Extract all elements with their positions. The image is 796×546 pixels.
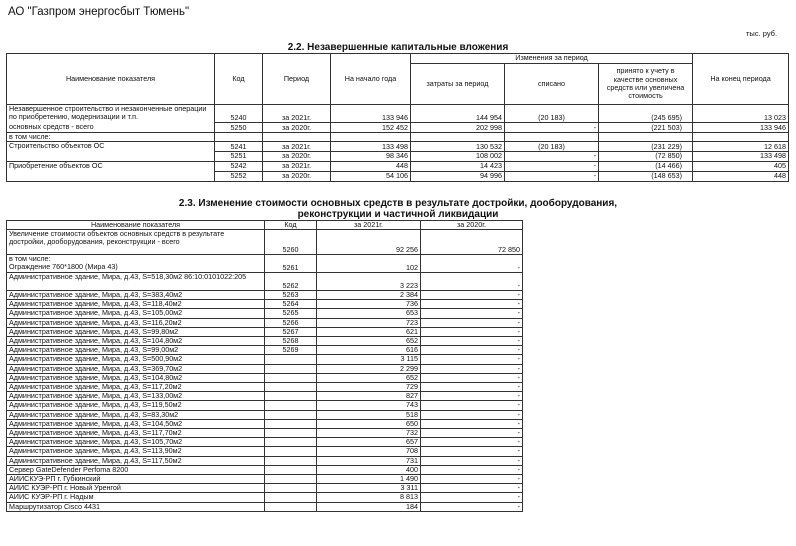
row-end: 13 023 bbox=[693, 105, 789, 123]
row-start: 133 498 bbox=[331, 142, 411, 152]
header-period: Период bbox=[263, 54, 331, 105]
row-name: в том числе: bbox=[7, 133, 215, 142]
table-row bbox=[7, 447, 523, 456]
table-row bbox=[7, 105, 789, 123]
table-row bbox=[7, 123, 789, 133]
row-code bbox=[265, 364, 317, 373]
total-name: Увеличение стоимости объектов основных средств в результате достройки, дооборудования, реконструкции - всего bbox=[7, 230, 265, 255]
header-changes: Изменения за период bbox=[411, 54, 693, 64]
row-code bbox=[265, 428, 317, 437]
row-accepted bbox=[599, 133, 693, 142]
row-2020: - bbox=[421, 318, 523, 327]
row-accepted: (231 229) bbox=[599, 142, 693, 152]
row-2021: 616 bbox=[317, 346, 421, 355]
header-costs: затраты за период bbox=[411, 64, 505, 105]
row-2020: - bbox=[421, 300, 523, 309]
row-code bbox=[265, 447, 317, 456]
row-2021: 621 bbox=[317, 327, 421, 336]
row-costs: 14 423 bbox=[411, 161, 505, 171]
row-code: 5241 bbox=[215, 142, 263, 152]
row-2020: - bbox=[421, 373, 523, 382]
row-start: 98 346 bbox=[331, 152, 411, 161]
row-start: 448 bbox=[331, 161, 411, 171]
row-2020: - bbox=[421, 382, 523, 391]
row-costs bbox=[411, 133, 505, 142]
row-code bbox=[265, 382, 317, 391]
table-row bbox=[7, 355, 523, 364]
row-name: Административное здание, Мира, д.43, S=518,30м2 86:10:0101022:205 bbox=[7, 272, 265, 290]
row-period: за 2020г. bbox=[263, 152, 331, 161]
row-name: Административное здание, Мира, д.43, S=104,80м2 bbox=[7, 336, 265, 345]
table-row bbox=[7, 152, 789, 161]
row-2020: - bbox=[421, 336, 523, 345]
row-start bbox=[331, 133, 411, 142]
row-2020: - bbox=[421, 493, 523, 502]
row-period: за 2021г. bbox=[263, 105, 331, 123]
row-code bbox=[265, 502, 317, 511]
header-code: Код bbox=[215, 54, 263, 105]
row-end: 448 bbox=[693, 171, 789, 181]
row-2021: 708 bbox=[317, 447, 421, 456]
table-row bbox=[7, 484, 523, 493]
row-period: за 2020г. bbox=[263, 123, 331, 133]
header-accepted: принято к учету в качестве основных средств или увеличена стоимость bbox=[599, 64, 693, 105]
row-end: 133 946 bbox=[693, 123, 789, 133]
table-row bbox=[7, 300, 523, 309]
row-name: Приобретение объектов ОС bbox=[7, 161, 215, 171]
row-accepted: (148 653) bbox=[599, 171, 693, 181]
table-row bbox=[7, 392, 523, 401]
row-code: 5240 bbox=[215, 105, 263, 123]
row-costs: 144 954 bbox=[411, 105, 505, 123]
row-period: за 2020г. bbox=[263, 171, 331, 181]
row-name bbox=[7, 171, 215, 181]
table-row bbox=[7, 401, 523, 410]
section-2-3-title bbox=[0, 198, 796, 220]
row-code bbox=[265, 392, 317, 401]
row-code: 5262 bbox=[265, 272, 317, 290]
row-2021: 1 490 bbox=[317, 474, 421, 483]
row-2020: - bbox=[421, 428, 523, 437]
row-name: Административное здание, Мира, д.43, S=369,70м2 bbox=[7, 364, 265, 373]
row-end: 405 bbox=[693, 161, 789, 171]
row-2021: 2 299 bbox=[317, 364, 421, 373]
row-period: за 2021г. bbox=[263, 142, 331, 152]
row-code bbox=[265, 401, 317, 410]
row-2021: 723 bbox=[317, 318, 421, 327]
row-2021: 3 311 bbox=[317, 484, 421, 493]
row-2021: 2 384 bbox=[317, 290, 421, 299]
row-written-off bbox=[505, 133, 599, 142]
row-code bbox=[215, 133, 263, 142]
total-2021: 92 256 bbox=[317, 230, 421, 255]
row-2021: 518 bbox=[317, 410, 421, 419]
row-2021: 102 bbox=[317, 263, 421, 272]
row-code bbox=[265, 355, 317, 364]
row-2020: - bbox=[421, 419, 523, 428]
row-accepted: (245 695) bbox=[599, 105, 693, 123]
row-2020: - bbox=[421, 309, 523, 318]
units-label: тыс. руб. bbox=[746, 29, 778, 38]
table-row bbox=[7, 456, 523, 465]
row-2020: - bbox=[421, 438, 523, 447]
row-written-off: - bbox=[505, 152, 599, 161]
row-name: АИИС КУЭР-РП г. Надым bbox=[7, 493, 265, 502]
row-name: Строительство объектов ОС bbox=[7, 142, 215, 152]
row-code: 5267 bbox=[265, 327, 317, 336]
section-2-3-title-line2: реконструкции и частичной ликвидации bbox=[297, 209, 499, 220]
row-code bbox=[265, 438, 317, 447]
row-2021: 3 115 bbox=[317, 355, 421, 364]
row-name: Административное здание, Мира, д.43, S=116,20м2 bbox=[7, 318, 265, 327]
table-row bbox=[7, 263, 523, 272]
table-row bbox=[7, 382, 523, 391]
row-2021: 729 bbox=[317, 382, 421, 391]
row-2021: 650 bbox=[317, 419, 421, 428]
row-code bbox=[265, 484, 317, 493]
row-code bbox=[265, 465, 317, 474]
row-2020: - bbox=[421, 364, 523, 373]
row-accepted: (72 850) bbox=[599, 152, 693, 161]
row-end bbox=[693, 133, 789, 142]
table-row bbox=[7, 272, 523, 290]
row-2021: 400 bbox=[317, 465, 421, 474]
incl-empty-cell bbox=[421, 255, 523, 264]
row-2020: - bbox=[421, 474, 523, 483]
header-2021: за 2021г. bbox=[317, 221, 421, 230]
row-2020: - bbox=[421, 465, 523, 474]
header-2020: за 2020г. bbox=[421, 221, 523, 230]
row-name: Административное здание, Мира, д.43, S=118,40м2 bbox=[7, 300, 265, 309]
row-2021: 736 bbox=[317, 300, 421, 309]
row-2021: 653 bbox=[317, 309, 421, 318]
row-name: Административное здание, Мира, д.43, S=105,00м2 bbox=[7, 309, 265, 318]
table-row bbox=[7, 474, 523, 483]
table-row-incl bbox=[7, 255, 523, 264]
row-name: Административное здание, Мира, д.43, S=119,50м2 bbox=[7, 401, 265, 410]
row-2020: - bbox=[421, 502, 523, 511]
row-2021: 743 bbox=[317, 401, 421, 410]
row-costs: 130 532 bbox=[411, 142, 505, 152]
row-start: 152 452 bbox=[331, 123, 411, 133]
table-row bbox=[7, 428, 523, 437]
section-2-3-title-line1: 2.3. Изменение стоимости основных средств в результате достройки, дооборудования, bbox=[178, 198, 618, 209]
table-row bbox=[7, 327, 523, 336]
table-row bbox=[7, 502, 523, 511]
row-name: Административное здание, Мира, д.43, S=99,80м2 bbox=[7, 327, 265, 336]
table-row bbox=[7, 161, 789, 171]
row-2020: - bbox=[421, 410, 523, 419]
incl-empty-cell bbox=[317, 255, 421, 264]
row-name: Административное здание, Мира, д.43, S=105,70м2 bbox=[7, 438, 265, 447]
table-row bbox=[7, 465, 523, 474]
table-row bbox=[7, 142, 789, 152]
total-code: 5260 bbox=[265, 230, 317, 255]
table-row bbox=[7, 290, 523, 299]
row-2020: - bbox=[421, 447, 523, 456]
row-written-off: (20 183) bbox=[505, 142, 599, 152]
row-2020: - bbox=[421, 456, 523, 465]
row-code: 5269 bbox=[265, 346, 317, 355]
row-start: 133 946 bbox=[331, 105, 411, 123]
row-period bbox=[263, 133, 331, 142]
row-2021: 8 813 bbox=[317, 493, 421, 502]
table-row bbox=[7, 373, 523, 382]
row-name: Ограждение 760*1800 (Мира 43) bbox=[7, 263, 265, 272]
row-code: 5268 bbox=[265, 336, 317, 345]
row-2020: - bbox=[421, 484, 523, 493]
row-code bbox=[265, 493, 317, 502]
row-2020: - bbox=[421, 401, 523, 410]
row-code: 5263 bbox=[265, 290, 317, 299]
row-name: Административное здание, Мира, д.43, S=117,50м2 bbox=[7, 456, 265, 465]
row-2020: - bbox=[421, 290, 523, 299]
row-written-off: - bbox=[505, 123, 599, 133]
table-row-total bbox=[7, 230, 523, 255]
row-period: за 2021г. bbox=[263, 161, 331, 171]
row-2021: 652 bbox=[317, 336, 421, 345]
row-name: Незавершенное строительство и незаконченные операции по приобретению, модернизации и т.п. bbox=[7, 105, 215, 123]
row-2021: 652 bbox=[317, 373, 421, 382]
table-row bbox=[7, 438, 523, 447]
row-2020: - bbox=[421, 392, 523, 401]
row-end: 133 498 bbox=[693, 152, 789, 161]
row-name: Сервер GateDefender Perfoma 8200 bbox=[7, 465, 265, 474]
row-code: 5252 bbox=[215, 171, 263, 181]
incl-label: в том числе: bbox=[7, 255, 265, 264]
row-name: Административное здание, Мира, д.43, S=117,70м2 bbox=[7, 428, 265, 437]
table-row bbox=[7, 346, 523, 355]
row-code: 5264 bbox=[265, 300, 317, 309]
row-costs: 108 002 bbox=[411, 152, 505, 161]
row-code bbox=[265, 474, 317, 483]
header-name: Наименование показателя bbox=[7, 221, 265, 230]
table-row bbox=[7, 364, 523, 373]
row-written-off: - bbox=[505, 171, 599, 181]
row-2020: - bbox=[421, 346, 523, 355]
row-code bbox=[265, 456, 317, 465]
row-written-off: (20 183) bbox=[505, 105, 599, 123]
capital-investments-table bbox=[6, 53, 789, 182]
section-2-2-title: 2.2. Незавершенные капитальные вложения bbox=[287, 42, 509, 53]
row-end: 12 618 bbox=[693, 142, 789, 152]
row-2020: - bbox=[421, 355, 523, 364]
header-end: На конец периода bbox=[693, 54, 789, 105]
company-name: АО "Газпром энергосбыт Тюмень" bbox=[8, 6, 190, 18]
row-code bbox=[265, 419, 317, 428]
row-2020: - bbox=[421, 327, 523, 336]
row-2021: 3 223 bbox=[317, 272, 421, 290]
fixed-assets-change-table bbox=[6, 220, 523, 512]
row-costs: 202 998 bbox=[411, 123, 505, 133]
row-code bbox=[265, 373, 317, 382]
incl-empty-cell bbox=[265, 255, 317, 264]
row-code: 5242 bbox=[215, 161, 263, 171]
row-name: Административное здание, Мира, д.43, S=113,90м2 bbox=[7, 447, 265, 456]
row-name: Административное здание, Мира, д.43, S=117,20м2 bbox=[7, 382, 265, 391]
row-name: Административное здание, Мира, д.43, S=383,40м2 bbox=[7, 290, 265, 299]
row-name: основных средств - всего bbox=[7, 123, 215, 133]
row-name: Административное здание, Мира, д.43, S=104,50м2 bbox=[7, 419, 265, 428]
row-name: Административное здание, Мира, д.43, S=83,30м2 bbox=[7, 410, 265, 419]
row-2020: - bbox=[421, 263, 523, 272]
row-code: 5250 bbox=[215, 123, 263, 133]
row-name: Административное здание, Мира, д.43, S=500,90м2 bbox=[7, 355, 265, 364]
row-code: 5251 bbox=[215, 152, 263, 161]
row-code: 5265 bbox=[265, 309, 317, 318]
table-row bbox=[7, 493, 523, 502]
table-row bbox=[7, 419, 523, 428]
row-start: 54 106 bbox=[331, 171, 411, 181]
row-accepted: (14 466) bbox=[599, 161, 693, 171]
row-accepted: (221 503) bbox=[599, 123, 693, 133]
row-written-off: - bbox=[505, 161, 599, 171]
row-2021: 827 bbox=[317, 392, 421, 401]
row-name: Административное здание, Мира, д.43, S=104,80м2 bbox=[7, 373, 265, 382]
table-row bbox=[7, 309, 523, 318]
header-code: Код bbox=[265, 221, 317, 230]
row-2020: - bbox=[421, 272, 523, 290]
row-2021: 657 bbox=[317, 438, 421, 447]
header-written-off: списано bbox=[505, 64, 599, 105]
row-code: 5266 bbox=[265, 318, 317, 327]
table-row bbox=[7, 336, 523, 345]
row-2021: 731 bbox=[317, 456, 421, 465]
row-name: Административное здание, Мира, д.43, S=133,00м2 bbox=[7, 392, 265, 401]
header-name: Наименование показателя bbox=[7, 54, 215, 105]
row-2021: 184 bbox=[317, 502, 421, 511]
table-row bbox=[7, 410, 523, 419]
row-name: Маршрутизатор Cisco 4431 bbox=[7, 502, 265, 511]
header-start: На начало года bbox=[331, 54, 411, 105]
row-name: АИИСКУЭ-РП г. Губкинский bbox=[7, 474, 265, 483]
row-name: АИИС КУЭР-РП г. Новый Уренгой bbox=[7, 484, 265, 493]
row-costs: 94 996 bbox=[411, 171, 505, 181]
total-2020: 72 850 bbox=[421, 230, 523, 255]
row-name: Административное здание, Мира, д.43, S=99,00м2 bbox=[7, 346, 265, 355]
table-row bbox=[7, 318, 523, 327]
row-2021: 732 bbox=[317, 428, 421, 437]
row-code bbox=[265, 410, 317, 419]
row-name bbox=[7, 152, 215, 161]
row-code: 5261 bbox=[265, 263, 317, 272]
table-row bbox=[7, 171, 789, 181]
table-row bbox=[7, 133, 789, 142]
